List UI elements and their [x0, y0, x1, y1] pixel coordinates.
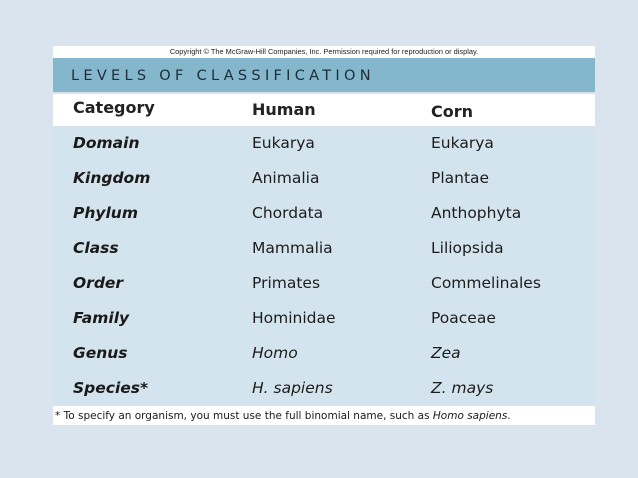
footnote-text: * To specify an organism, you must use the full binomial name, such as — [55, 410, 433, 422]
category-cell: Phylum — [73, 204, 138, 222]
header-category: Category — [73, 98, 155, 117]
header-human: Human — [252, 100, 316, 119]
table-header-row — [53, 94, 595, 126]
classification-table — [53, 58, 595, 406]
header-corn: Corn — [431, 102, 474, 121]
human-cell: Chordata — [252, 204, 324, 222]
table-row-order — [53, 266, 595, 301]
table-row-family — [53, 301, 595, 336]
category-cell: Species* — [73, 379, 149, 397]
category-cell: Kingdom — [73, 169, 151, 187]
category-cell: Class — [73, 239, 119, 257]
category-cell: Order — [73, 274, 124, 292]
corn-cell: Eukarya — [431, 134, 494, 152]
human-cell: Primates — [252, 274, 321, 292]
copyright-notice: Copyright © The McGraw-Hill Companies, Inc. Permission required for reproduction or display. — [169, 47, 479, 56]
human-cell: H. sapiens — [252, 379, 333, 397]
footnote-end: . — [507, 410, 511, 422]
human-cell: Animalia — [252, 169, 320, 187]
table-title: LEVELS OF CLASSIFICATION — [71, 68, 375, 84]
table-row-species — [53, 371, 595, 406]
human-cell: Mammalia — [252, 239, 333, 257]
corn-cell: Commelinales — [431, 274, 541, 292]
category-cell: Domain — [73, 134, 140, 152]
footnote-emphasis: Homo sapiens — [432, 410, 508, 422]
corn-cell: Anthophyta — [431, 204, 522, 222]
table-row-domain — [53, 126, 595, 161]
category-cell: Family — [73, 309, 130, 327]
table-title-bar — [53, 58, 595, 92]
category-cell: Genus — [73, 344, 128, 362]
human-cell: Homo — [252, 344, 298, 362]
figure-frame — [53, 46, 595, 425]
table-row-kingdom — [53, 161, 595, 196]
table-row-class — [53, 231, 595, 266]
corn-cell: Z. mays — [431, 379, 494, 397]
table-footnote — [55, 407, 511, 425]
corn-cell: Poaceae — [431, 309, 496, 327]
corn-cell: Zea — [431, 344, 461, 362]
human-cell: Hominidae — [252, 309, 336, 327]
corn-cell: Liliopsida — [431, 239, 504, 257]
corn-cell: Plantae — [431, 169, 490, 187]
table-row-phylum — [53, 196, 595, 231]
human-cell: Eukarya — [252, 134, 315, 152]
table-row-genus — [53, 336, 595, 371]
